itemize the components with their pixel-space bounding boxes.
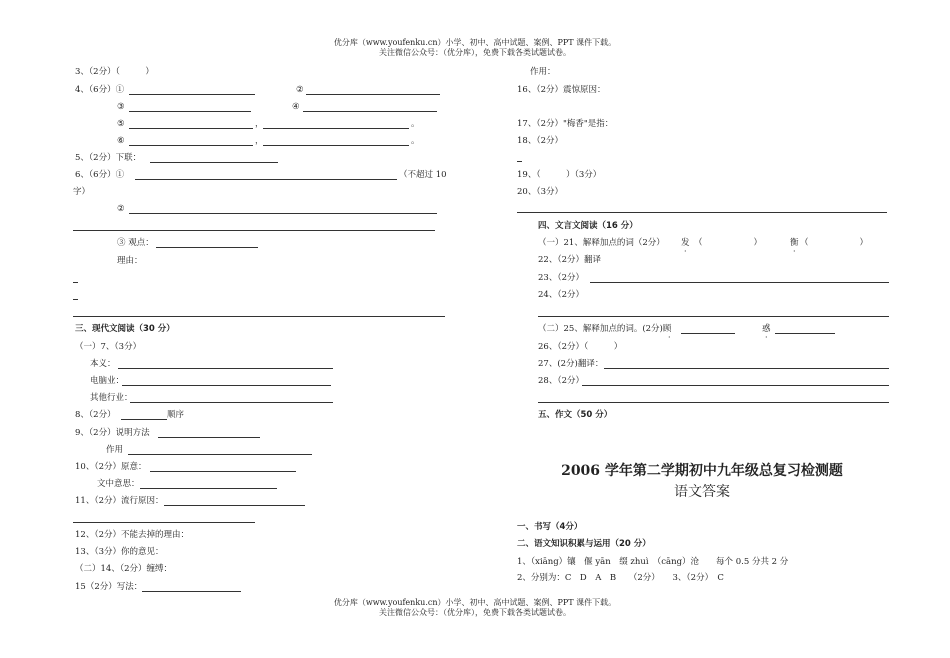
- q26-label: 26、（2分）（ ）: [538, 342, 623, 352]
- q7-b-line[interactable]: [122, 385, 331, 386]
- q6-item-3: ③ 观点：: [117, 238, 154, 248]
- q6-answer-line-3[interactable]: [73, 230, 435, 231]
- q4-answer-line-2[interactable]: [306, 94, 440, 95]
- q4-item-2: ②: [296, 85, 304, 95]
- q22-label: 22、（2分）翻译: [538, 255, 601, 265]
- footer-line-2: 关注微信公众号：（优分库），免费下载各类试题试卷。: [379, 608, 571, 617]
- q21-dot-1: ·: [684, 247, 687, 256]
- section-3-heading: 三、现代文阅读（30 分）: [75, 324, 175, 334]
- q11-answer-line-2[interactable]: [73, 522, 255, 523]
- q9-label: 9、（2分）说明方法: [75, 428, 150, 438]
- q18-label: 18、（2分）: [517, 136, 563, 146]
- q7-b-label: 电脑业：: [90, 376, 125, 386]
- q7-a-line[interactable]: [118, 368, 333, 369]
- q23-label: 23、（2分）: [538, 273, 584, 283]
- q7-a-label: 本义：: [90, 359, 116, 369]
- q6-reason-mark-2: [73, 299, 78, 300]
- header-line-1: 优分库（www.youfenku.cn）小学、初中、高中试题、案例、PPT 课件下载。: [333, 38, 617, 47]
- q25-answer-line-1[interactable]: [681, 333, 735, 334]
- q6-reason: 理由：: [117, 256, 143, 266]
- answer-section-2: 二、语文知识积累与运用（20 分）: [517, 539, 651, 549]
- answer-title: 2006 学年第二学期初中九年级总复习检测题: [561, 463, 843, 479]
- q7-c-label: 其他行业：: [90, 393, 133, 403]
- footer-line-1: 优分库（www.youfenku.cn）小学、初中、高中试题、案例、PPT 课件下载。: [333, 598, 617, 607]
- section-5-heading: 五、作文（50 分）: [538, 410, 613, 420]
- q25-dot-2: ·: [765, 333, 768, 342]
- answer-line-2: 2、分别为：C D A B （2分） 3、（2分） C: [517, 573, 724, 583]
- q4-comma-2: ，: [255, 136, 264, 146]
- q11-label: 11、（2分）流行原因：: [75, 496, 164, 506]
- q7-c-line[interactable]: [130, 402, 333, 403]
- q4-answer-line-6a[interactable]: [129, 145, 253, 146]
- q21-label: （一）21、解释加点的词（2分）: [538, 238, 665, 248]
- section-4-heading: 四、文言文阅读（16 分）: [538, 221, 638, 231]
- q4-period-2: 。: [411, 136, 420, 146]
- q28-answer-line-1[interactable]: [582, 385, 889, 386]
- q9-use-label: 作用: [106, 445, 124, 455]
- q4-period-1: 。: [411, 119, 420, 129]
- answer-line-1: 1、（xiāng）镶 偃 yān 缀 zhuì （cāng）沧 每个 0.5 分共 2 分: [517, 557, 789, 567]
- q25-dot-1: ·: [668, 333, 671, 342]
- q20-answer-line[interactable]: [517, 212, 887, 213]
- q6-answer-line-2[interactable]: [129, 213, 437, 214]
- q12-label: 12、（2分）不能去掉的理由：: [75, 530, 189, 540]
- q28-label: 28、（2分）: [538, 376, 584, 386]
- q14-label: （二）14、（2分）缠缚：: [75, 564, 172, 574]
- q4-comma-1: ，: [255, 119, 264, 129]
- q20-label: 20、（3分）: [517, 187, 563, 197]
- q21-paren-1: （ ）: [694, 238, 763, 248]
- q4-item-4: ④: [292, 102, 300, 112]
- q15-answer-line[interactable]: [142, 591, 241, 592]
- q27-label: 27、(2分)翻译：: [538, 359, 604, 369]
- q5-label: 5、（2分）下联：: [75, 153, 142, 163]
- q4-answer-line-3[interactable]: [129, 111, 251, 112]
- q4-answer-line-6b[interactable]: [263, 145, 409, 146]
- q19-label: 19、（ ）（3分）: [517, 170, 602, 180]
- q10-context-line[interactable]: [140, 488, 277, 489]
- q28-answer-line-2[interactable]: [538, 402, 889, 403]
- q15-label: 15（2分）写法：: [75, 582, 143, 592]
- q8-tail: 顺序: [167, 410, 185, 420]
- q6-char: 字）: [73, 187, 91, 197]
- answer-section-1: 一、书写（4分）: [517, 522, 583, 532]
- q6-viewpoint-line[interactable]: [156, 247, 258, 248]
- q4-item-5: ⑤: [117, 119, 125, 129]
- q9-method-line[interactable]: [158, 437, 260, 438]
- q4-label: 4、（6分）①: [75, 85, 125, 95]
- q21-dot-2: ·: [793, 247, 796, 256]
- q21-word-2: 衡: [790, 238, 799, 248]
- q18-mark: [517, 161, 522, 162]
- q25-answer-line-2[interactable]: [775, 333, 835, 334]
- q4-answer-line-4[interactable]: [303, 111, 437, 112]
- q21-word-1: 发: [681, 238, 690, 248]
- q4-item-6: ⑥: [117, 136, 125, 146]
- q8-answer-line[interactable]: [121, 419, 167, 420]
- q3-label: 3、（2分）（ ）: [75, 67, 154, 77]
- q21-paren-2: （ ）: [800, 238, 869, 248]
- q6-limit: （不超过 10: [399, 170, 447, 180]
- q6-reason-line[interactable]: [73, 316, 445, 317]
- q4-item-3: ③: [117, 102, 125, 112]
- q8-label: 8、（2分）: [75, 410, 116, 420]
- q24-label: 24、（2分）: [538, 290, 584, 300]
- q4-answer-line-1[interactable]: [129, 94, 255, 95]
- q10-b-label: 文中意思：: [97, 479, 140, 489]
- answer-subtitle: 语文答案: [674, 484, 730, 500]
- q25-word-2: 惑: [762, 324, 771, 334]
- q5-answer-line[interactable]: [150, 162, 278, 163]
- q25-label: （二）25、解释加点的词。(2分)顾: [538, 324, 672, 334]
- q10-label: 10、（2分）原意：: [75, 462, 147, 472]
- q17-label: 17、（2分）"梅香"是指：: [517, 119, 614, 129]
- zuoyong-label: 作用：: [530, 67, 556, 77]
- q9-use-line[interactable]: [128, 454, 312, 455]
- header-line-2: 关注微信公众号：（优分库），免费下载各类试题试卷。: [379, 48, 571, 57]
- q6-label: 6、（6分）①: [75, 170, 125, 180]
- q10-original-line[interactable]: [150, 471, 296, 472]
- q16-label: 16、（2分）震惊原因：: [517, 85, 606, 95]
- q4-answer-line-5a[interactable]: [129, 128, 253, 129]
- q6-answer-line-1[interactable]: [135, 179, 397, 180]
- q6-item-2: ②: [117, 204, 125, 214]
- q27-answer-line[interactable]: [604, 368, 889, 369]
- q13-label: 13、（3分）你的意见：: [75, 547, 164, 557]
- q23-answer-line[interactable]: [590, 282, 889, 283]
- q6-reason-mark-1: [73, 282, 78, 283]
- q24-answer-line[interactable]: [538, 316, 889, 317]
- q4-answer-line-5b[interactable]: [263, 128, 409, 129]
- q7-label: （一）7、（3分）: [75, 342, 142, 352]
- q11-answer-line-1[interactable]: [164, 505, 305, 506]
